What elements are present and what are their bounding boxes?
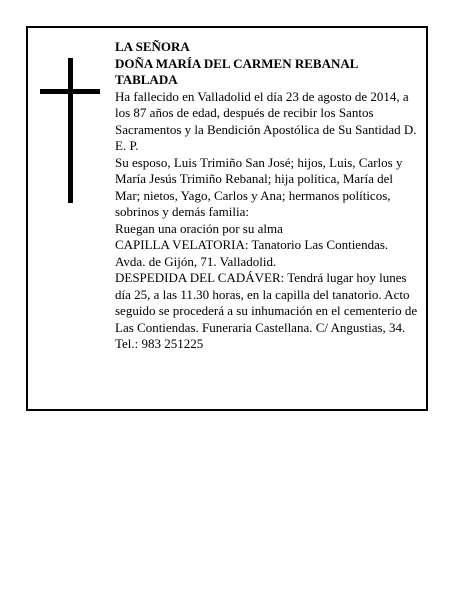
- obituary-notice: [26, 26, 428, 411]
- prayer-request: Ruegan una oración por su alma: [115, 220, 283, 236]
- wake-location: CAPILLA VELATORIA: Tanatorio Las Contiendas. Avda. de Gijón, 71. Valladolid.: [115, 237, 389, 269]
- family-list: Su esposo, Luis Trimiño San José; hijos, Luis, Carlos y María Jesús Trimiño Rebanal; hija política, María del Mar; nietos, Yago, Carlos y Ana; hermanos políticos, sobrinos y demás familia:: [115, 154, 403, 219]
- notice-title: LA SEÑORA: [115, 39, 190, 54]
- death-announcement: Ha fallecido en Valladolid el día 23 de agosto de 2014, a los 87 años de edad, después de recibir los Santos Sacramentos y la Bendición Apostólica de Su Santidad D. E. P.: [115, 88, 417, 153]
- cross-vertical-bar: [68, 58, 73, 203]
- cross-icon: [40, 58, 100, 203]
- cross-horizontal-bar: [40, 89, 100, 94]
- deceased-name: DOÑA MARÍA DEL CARMEN REBANAL TABLADA: [115, 55, 358, 87]
- notice-text: [115, 39, 420, 353]
- funeral-details: DESPEDIDA DEL CADÁVER: Tendrá lugar hoy lunes día 25, a las 11.30 horas, en la capilla del tanatorio. Acto seguido se procederá a su inhumación en el cementerio de Las Contiendas. Funeraria Castellana. C/ Angustias, 34. Tel.: 983 251225: [115, 270, 418, 351]
